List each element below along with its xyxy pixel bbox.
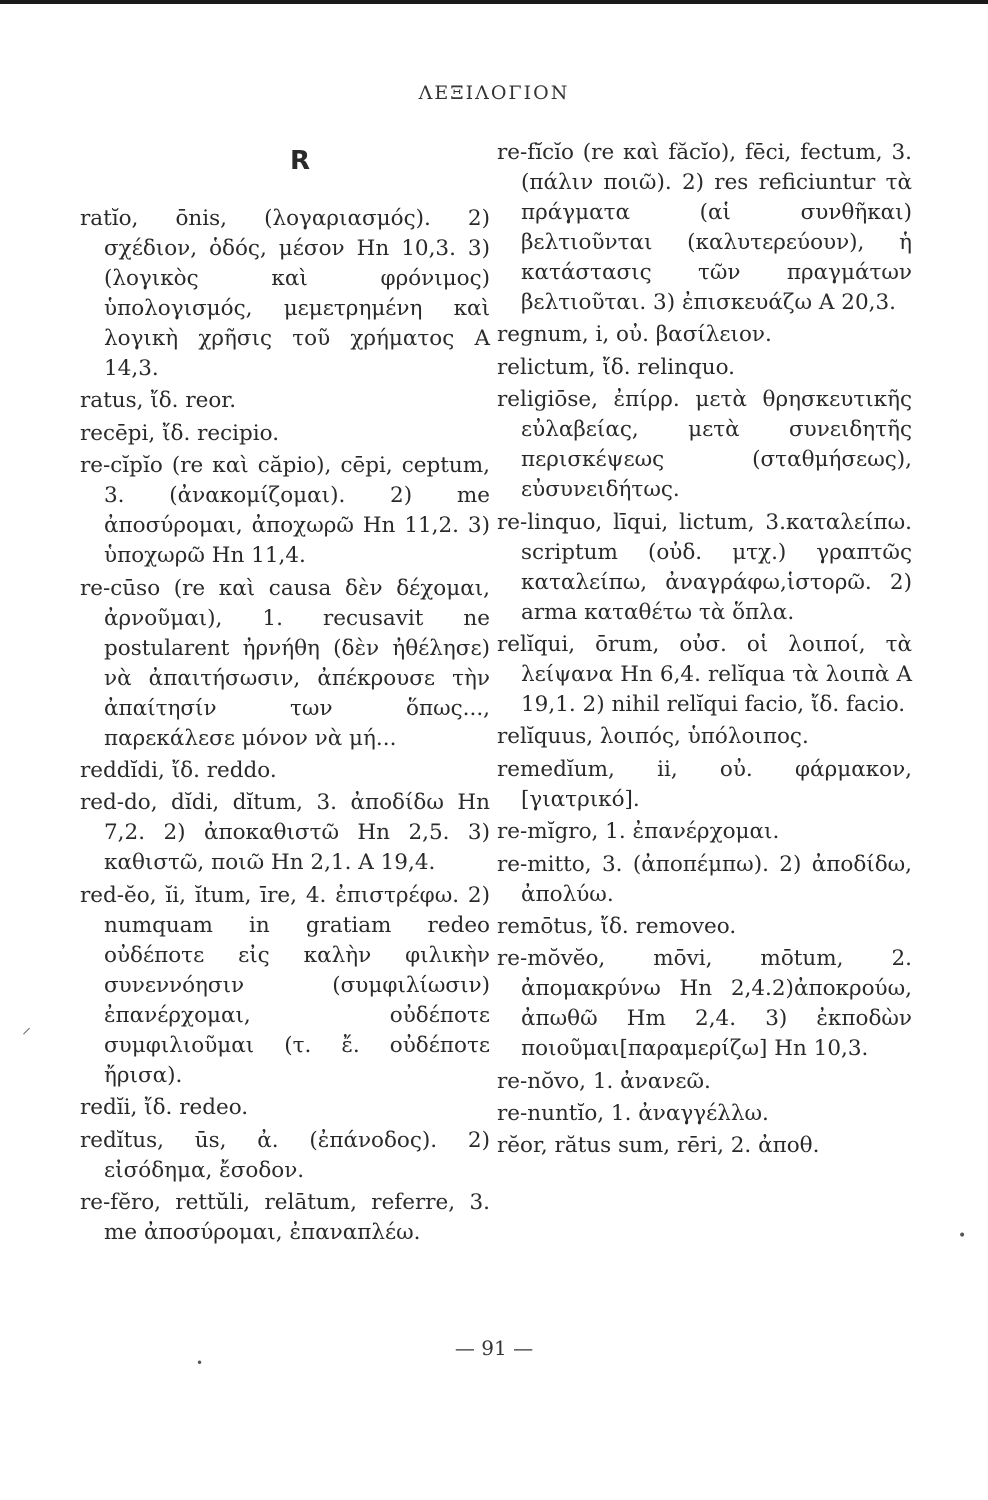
dictionary-entry: remōtus, ἴδ. removeo. xyxy=(497,913,737,939)
page-number: — 91 — xyxy=(454,1336,534,1360)
dictionary-entry: re-linquo, līqui, lictum, 3.καταλείπω. scriptum (οὐδ. μτχ.) γραπτῶς καταλείπω, ἀναγράφω,ἱστορῶ. 2) arma καταθέτω τὰ ὅπλα. xyxy=(497,509,912,625)
dictionary-entry: re-mĭgro, 1. ἐπανέρχομαι. xyxy=(497,819,780,845)
dictionary-entry: re-fĕro, rettŭli, relātum, referre, 3. me ἀποσύρομαι, ἐπαναπλέω. xyxy=(80,1189,490,1245)
dictionary-entry: redĭtus, ūs, ἀ. (ἐπάνοδος). 2) εἰσόδημα, ἔσοδον. xyxy=(80,1127,490,1183)
dictionary-entry: rĕor, rătus sum, rēri, 2. ἀποθ. xyxy=(497,1133,820,1159)
dictionary-entry: re-cĭpĭo (re καὶ căpio), cēpi, ceptum, 3. (ἀνακομίζομαι). 2) me ἀποσύρομαι, ἀποχωρῶ Hn 11,2. 3) ὑποχωρῶ Hn 11,4. xyxy=(80,453,490,569)
dictionary-entry: remedĭum, ii, οὐ. φάρμακον, [γιατρικό]. xyxy=(497,756,912,812)
dictionary-entry: red-ĕo, ĭi, ĭtum, īre, 4. ἐπιστρέφω. 2) numquam in gratiam redeo οὐδέποτε εἰς καλὴν φιλικὴν συνεννόησιν (συμφιλίωσιν) ἐπανέρχομαι, οὐδέποτε συμφιλιοῦμαι (τ. ἔ. οὐδέποτε ἤρισα). xyxy=(80,882,490,1088)
dictionary-entry: ratus, ἴδ. reor. xyxy=(80,388,237,414)
page-title: ΛΕΞΙΛΟΓΙΟΝ xyxy=(418,82,570,104)
dictionary-entry: re-nuntĭo, 1. ἀναγγέλλω. xyxy=(497,1101,769,1127)
dictionary-entry: re-fĭcĭo (re καὶ făcĭo), fēci, fectum, 3. (πάλιν ποιῶ). 2) res reficiuntur τὰ πράγματα (αἱ συνθῆκαι) βελτιοῦνται (καλυτερεύουν), ἡ κατάστασις τῶν πραγμάτων βελτιοῦται. 3) ἐπισκευάζω A 20,3. xyxy=(497,140,912,315)
dictionary-entry: regnum, i, οὐ. βασίλειον. xyxy=(497,322,772,348)
dictionary-entry: re-mitto, 3. (ἀποπέμπω). 2) ἀποδίδω, ἀπολύω. xyxy=(497,851,912,907)
dictionary-entry: re-cūso (re καὶ causa δὲν δέχομαι, ἀρνοῦμαι), 1. recusavit ne postularent ἠρνήθη (δὲν ἠθέλησε) νὰ ἀπαιτήσωσιν, ἀπέκρουσε τὴν ἀπαίτησίν των ὅπως..., παρεκάλεσε μόνον νὰ μή... xyxy=(80,575,490,751)
dictionary-entry: relictum, ἴδ. relinquo. xyxy=(497,354,735,380)
dictionary-entry: ratĭo, ōnis, (λογαριασμός). 2) σχέδιον, ὁδός, μέσον Hn 10,3. 3) (λογικὸς καὶ φρόνιμος) ὑπολογισμός, μεμετρημένη καὶ λογικὴ χρῆσις τοῦ χρήματος A 14,3. xyxy=(80,206,490,381)
top-border-line xyxy=(0,0,988,4)
margin-tick-mark: ⸝ xyxy=(22,1017,31,1038)
stray-dot-mark: • xyxy=(196,1356,204,1370)
dictionary-entry: relĭquus, λοιπός, ὑπόλοιπος. xyxy=(497,724,809,750)
dictionary-entry: religiōse, ἐπίρρ. μετὰ θρησκευτικῆς εὐλαβείας, μετὰ συνειδητῆς περισκέψεως (σταθμήσεως), εὐσυνειδήτως. xyxy=(497,387,912,503)
dictionary-entry: re-mŏvĕo, mōvi, mōtum, 2. ἀπομακρύνω Hn 2,4.2)ἀποκρούω, ἀπωθῶ Hm 2,4. 3) ἐκποδὼν ποιοῦμαι[παραμερίζω] Hn 10,3. xyxy=(497,946,912,1062)
dictionary-entry: redĭi, ἴδ. redeo. xyxy=(80,1095,249,1121)
section-letter: R xyxy=(289,146,311,176)
dictionary-entry: recēpi, ἴδ. recipio. xyxy=(80,420,280,446)
margin-dot-mark: • xyxy=(958,1228,967,1244)
dictionary-entry: red-do, dĭdi, dĭtum, 3. ἀποδίδω Hn 7,2. 2) ἀποκαθιστῶ Hn 2,5. 3) καθιστῶ, ποιῶ Hn 2,1. A 19,4. xyxy=(80,790,490,876)
dictionary-entry: relĭqui, ōrum, οὐσ. οἱ λοιποί, τὰ λείψανα Hn 6,4. relĭqua τὰ λοιπὰ A 19,1. 2) nihil relĭqui facio, ἴδ. facio. xyxy=(497,631,912,717)
dictionary-entry: reddĭdi, ἴδ. reddo. xyxy=(80,757,277,783)
right-column xyxy=(497,138,912,1164)
dictionary-entry: re-nŏvo, 1. ἀνανεῶ. xyxy=(497,1068,711,1094)
left-column xyxy=(80,140,490,1250)
